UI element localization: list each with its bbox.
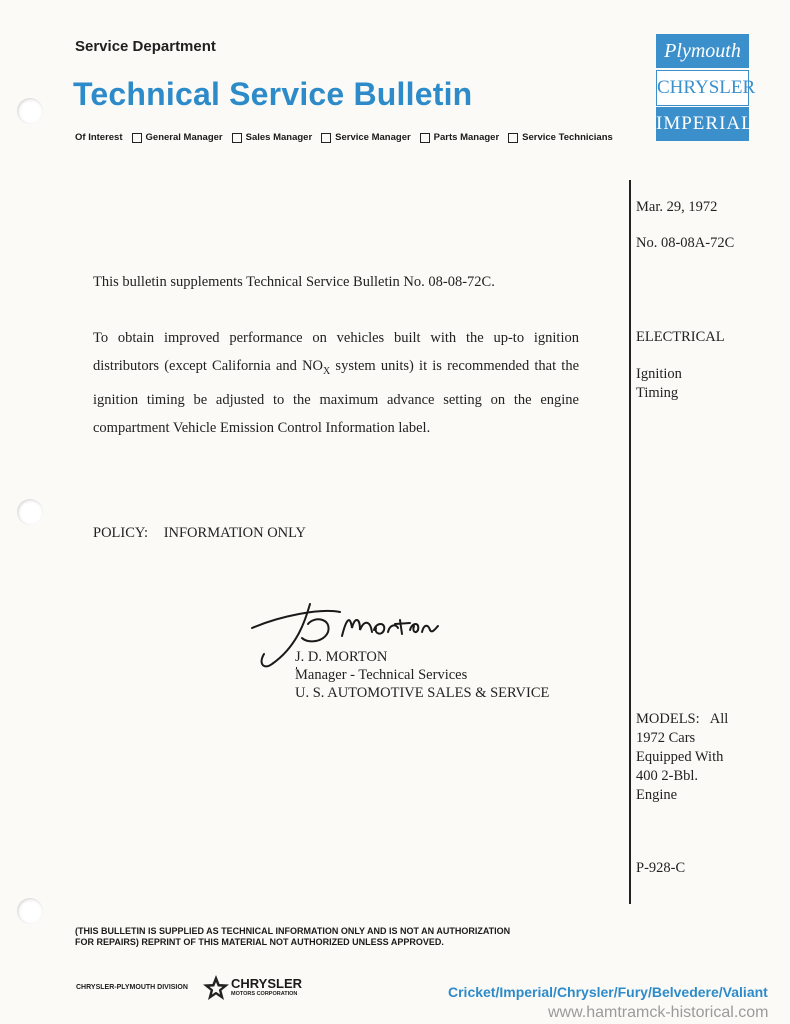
chrysler-logo-box: CHRYSLER — [656, 70, 749, 106]
interest-general-manager: General Manager — [145, 132, 223, 143]
bulletin-number: No. 08-08A-72C — [636, 235, 735, 251]
checkbox-service-manager — [321, 133, 331, 143]
bulletin-date: Mar. 29, 1972 — [636, 199, 718, 215]
models-line-1: MODELS: All — [636, 711, 729, 727]
division-label: CHRYSLER-PLYMOUTH DIVISION — [76, 984, 188, 991]
department-label: Service Department — [75, 38, 216, 55]
nox-subscript: X — [323, 365, 331, 377]
models-line-2: 1972 Cars — [636, 730, 696, 746]
signer-role: Manager - Technical Services — [295, 667, 468, 683]
binder-hole-bottom — [17, 898, 43, 924]
checkbox-sales-manager — [232, 133, 242, 143]
interest-parts-manager: Parts Manager — [433, 132, 500, 143]
binder-hole-top — [17, 98, 43, 124]
signer-org: U. S. AUTOMOTIVE SALES & SERVICE — [295, 685, 550, 701]
topic-line-2: Timing — [636, 385, 679, 401]
bulletin-category: ELECTRICAL — [636, 329, 725, 345]
main-paragraph-part2: system units) it is recommended that the ignition timing be adjusted to the maximum advance setting on the engine compartment Vehicle Emission Control Information label. — [93, 358, 580, 436]
model-lineup: Cricket/Imperial/Chrysler/Fury/Belvedere/Valiant — [448, 984, 768, 1000]
disclaimer — [75, 926, 510, 948]
models-line-3: Equipped With — [636, 749, 724, 765]
checkbox-service-technicians — [508, 133, 518, 143]
models-line-5: Engine — [636, 787, 678, 803]
chrysler-wordmark: CHRYSLER — [231, 976, 303, 991]
topic-line-1: Ignition — [636, 366, 682, 382]
main-paragraph — [93, 324, 579, 442]
bulletin-title: Technical Service Bulletin — [73, 76, 473, 112]
form-number: P-928-C — [636, 860, 686, 876]
binder-hole-middle — [17, 499, 43, 525]
motors-corporation: MOTORS CORPORATION — [231, 991, 298, 997]
signature-block — [295, 648, 549, 702]
interest-service-manager: Service Manager — [335, 132, 411, 143]
interest-sales-manager: Sales Manager — [245, 132, 313, 143]
policy-value: INFORMATION ONLY — [163, 525, 307, 541]
main-paragraph-part1: To obtain improved performance on vehicles built with the up-to ignition distributors (except California and NO — [93, 330, 579, 374]
disclaimer-line-1: (THIS BULLETIN IS SUPPLIED AS TECHNICAL INFORMATION ONLY AND IS NOT AN AUTHORIZATION — [75, 926, 511, 936]
website-watermark: www.hamtramck-historical.com — [548, 1004, 769, 1021]
checkbox-parts-manager — [420, 133, 430, 143]
disclaimer-line-2: FOR REPAIRS) REPRINT OF THIS MATERIAL NOT AUTHORIZED UNLESS APPROVED. — [75, 937, 444, 947]
signer-name: J. D. MORTON — [295, 649, 388, 665]
checkbox-general-manager — [132, 133, 142, 143]
interest-row — [75, 132, 613, 143]
supplement-line: This bulletin supplements Technical Service Bulletin No. 08-08-72C. — [93, 274, 495, 290]
imperial-logo: IMPERIAL — [656, 107, 749, 141]
policy-label: POLICY: — [93, 525, 149, 541]
plymouth-logo: Plymouth — [656, 34, 749, 68]
sidebar-divider — [629, 180, 631, 904]
pentastar-icon — [202, 974, 230, 1002]
interest-label: Of Interest — [75, 132, 123, 143]
interest-service-technicians: Service Technicians — [522, 132, 613, 143]
models-line-4: 400 2-Bbl. — [636, 768, 699, 784]
policy-line — [93, 525, 306, 542]
